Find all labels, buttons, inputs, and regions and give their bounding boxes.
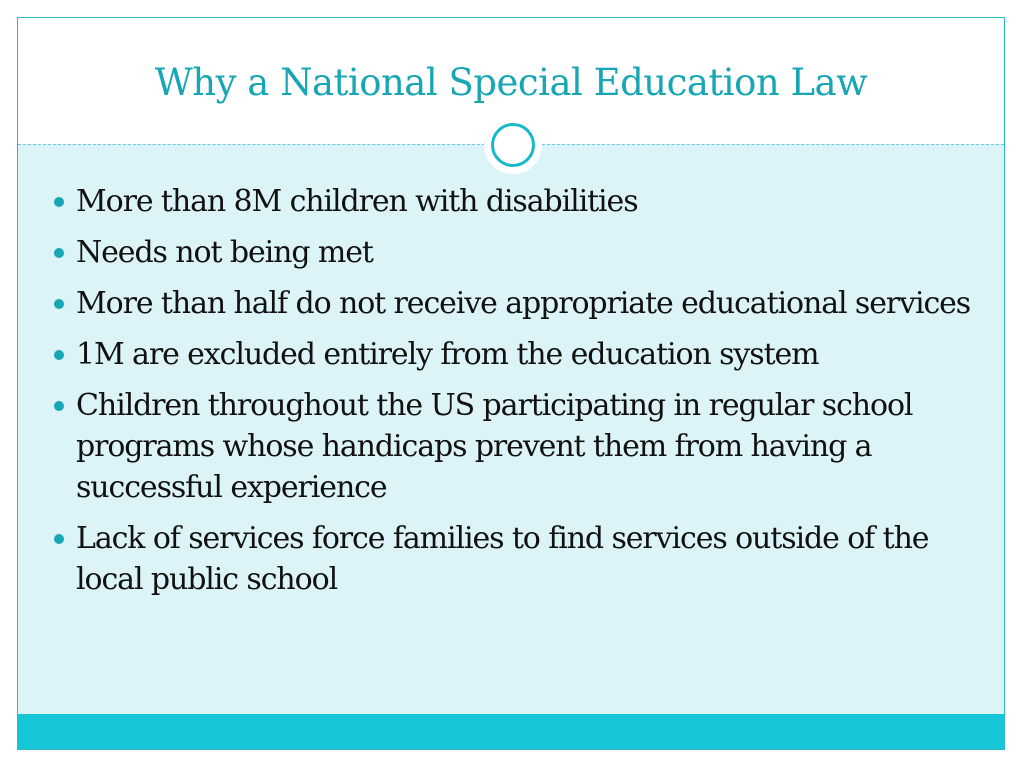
divider-ring-inner	[491, 123, 535, 167]
bullet-list	[48, 181, 988, 610]
bullet-dot-icon	[54, 197, 64, 207]
footer-band	[18, 714, 1004, 749]
bullet-dot-icon	[54, 248, 64, 258]
bullet-text: 1M are excluded entirely from the education system	[76, 337, 819, 372]
content-area	[18, 144, 1004, 717]
bullet-text: More than half do not receive appropriate educational services	[76, 286, 971, 321]
bullet-item	[48, 283, 988, 324]
bullet-item	[48, 518, 988, 600]
bullet-text: More than 8M children with disabilities	[76, 184, 638, 219]
bullet-text: Needs not being met	[76, 235, 373, 270]
slide	[17, 17, 1005, 750]
bullet-dot-icon	[54, 350, 64, 360]
bullet-dot-icon	[54, 401, 64, 411]
title-divider-ring-icon	[484, 116, 542, 174]
bullet-dot-icon	[54, 299, 64, 309]
bullet-item	[48, 334, 988, 375]
bullet-item	[48, 385, 988, 508]
slide-title: Why a National Special Education Law	[154, 61, 868, 104]
bullet-dot-icon	[54, 534, 64, 544]
bullet-text: Children throughout the US participating in regular school programs whose handicaps prevent them from having a successful experience	[76, 388, 913, 505]
bullet-item	[48, 232, 988, 273]
bullet-item	[48, 181, 988, 222]
bullet-text: Lack of services force families to find services outside of the local public school	[76, 521, 929, 597]
